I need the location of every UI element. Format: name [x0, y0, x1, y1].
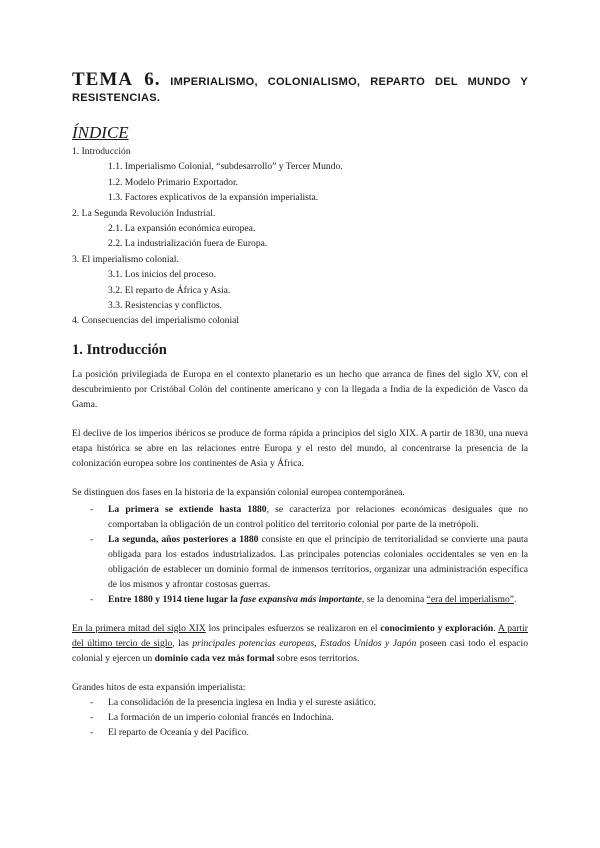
paragraph [72, 621, 528, 666]
text: los principales esfuerzos se realizaron en el [205, 622, 381, 634]
text-bold: conocimiento y exploración [380, 622, 494, 634]
phase-bold-italic: fase expansiva más importante [240, 593, 362, 605]
toc-item: 3.3. Resistencias y conflictos. [108, 300, 223, 312]
index-heading: ÍNDICE [72, 123, 129, 142]
text: , las [172, 637, 193, 649]
phase-bold: La segunda, años posteriores a 1880 [108, 533, 259, 545]
paragraph: La posición privilegiada de Europa en el contexto planetario es un hecho que arranca de fines del siglo XV, con el descubrimiento por Cristóbal Colón del continente americano y con la llegada a India de la expedición de Vasco da Gama. [72, 368, 528, 410]
phase-text: , se caracteriza por relaciones económicas desiguales que no comportaban la obligación de un control político del territorio colonial por parte de la metrópoli. [108, 503, 528, 530]
list-item [90, 532, 528, 592]
list-item [90, 592, 528, 607]
text-underlined: En la primera mitad del siglo XIX [72, 622, 206, 634]
toc-item: 1.2. Modelo Primario Exportador. [108, 176, 239, 188]
text: poseen casi todo el espacio colonial y ejercen un [72, 637, 529, 664]
tema-number: TEMA 6. [72, 69, 161, 90]
toc-item: 3.2. El reparto de África y Asia. [108, 284, 231, 296]
phase-bold: La primera se extiende hasta 1880 [108, 503, 267, 515]
toc-item: 2.1. La expansión económica europea. [108, 223, 256, 235]
phase-underlined: “era del imperialismo” [426, 593, 515, 605]
phase-text: , se la denomina [361, 593, 427, 605]
paragraph: Grandes hitos de esta expansión imperialista: [72, 681, 246, 693]
phases-list [72, 502, 528, 607]
milestones-list [72, 695, 528, 740]
text: sobre esos territorios. [274, 652, 360, 664]
toc-item: 2.2. La industrialización fuera de Europa. [108, 238, 268, 250]
table-of-contents [72, 144, 528, 329]
toc-item: 3.1. Los inicios del proceso. [108, 269, 216, 281]
text-bold: dominio cada vez más formal [154, 652, 275, 664]
toc-item: 4. Consecuencias del imperialismo colonial [72, 315, 240, 327]
phase-bold: Entre 1880 y 1914 tiene lugar la [108, 593, 241, 605]
document-title [72, 69, 528, 106]
text-italic: principales potencias europeas, Estados Unidos y Japón [192, 637, 417, 649]
toc-item: 1.3. Factores explicativos de la expansión imperialista. [108, 192, 319, 204]
toc-item: 3. El imperialismo colonial. [72, 253, 179, 265]
text-underlined: A partir del último tercio de siglo [72, 622, 528, 649]
toc-item: 1.1. Imperialismo Colonial, “subdesarrollo” y Tercer Mundo. [108, 161, 343, 173]
list-item [90, 502, 528, 532]
list-item: - La consolidación de la presencia inglesa en India y el sureste asiático. [90, 695, 528, 710]
toc-item: 2. La Segunda Revolución Industrial. [72, 207, 216, 219]
list-item: - La formación de un imperio colonial francés en Indochina. [90, 710, 528, 725]
text: . [493, 622, 498, 634]
paragraph: El declive de los imperios ibéricos se produce de forma rápida a principios del siglo XIX. A partir de 1830, una nueva etapa histórica se abre en las relaciones entre Europa y el resto del mundo, al concentrarse la presencia de la colonización europea sobre los continentes de Asia y África. [72, 427, 528, 469]
phase-text: consiste en que el principio de territorialidad se convierte una pauta obligada para los estados industrializados. Las principales potencias coloniales occidentales se ven en la obligación de establecer un dominio formal de inmensos territorios, organizar una administración específica de los mismos y afrontar costosas guerras. [108, 533, 528, 590]
tema-subtitle: IMPERIALISMO, COLONIALISMO, REPARTO DEL MUNDO Y RESISTENCIAS. [72, 76, 528, 104]
paragraph: Se distinguen dos fases en la historia de la expansión colonial europea contemporánea. [72, 486, 405, 498]
phase-text: . [514, 593, 517, 605]
section-heading: 1. Introducción [72, 341, 167, 358]
toc-item: 1. Introducción [72, 146, 131, 157]
list-item: - El reparto de Oceanía y del Pacífico. [90, 725, 528, 740]
